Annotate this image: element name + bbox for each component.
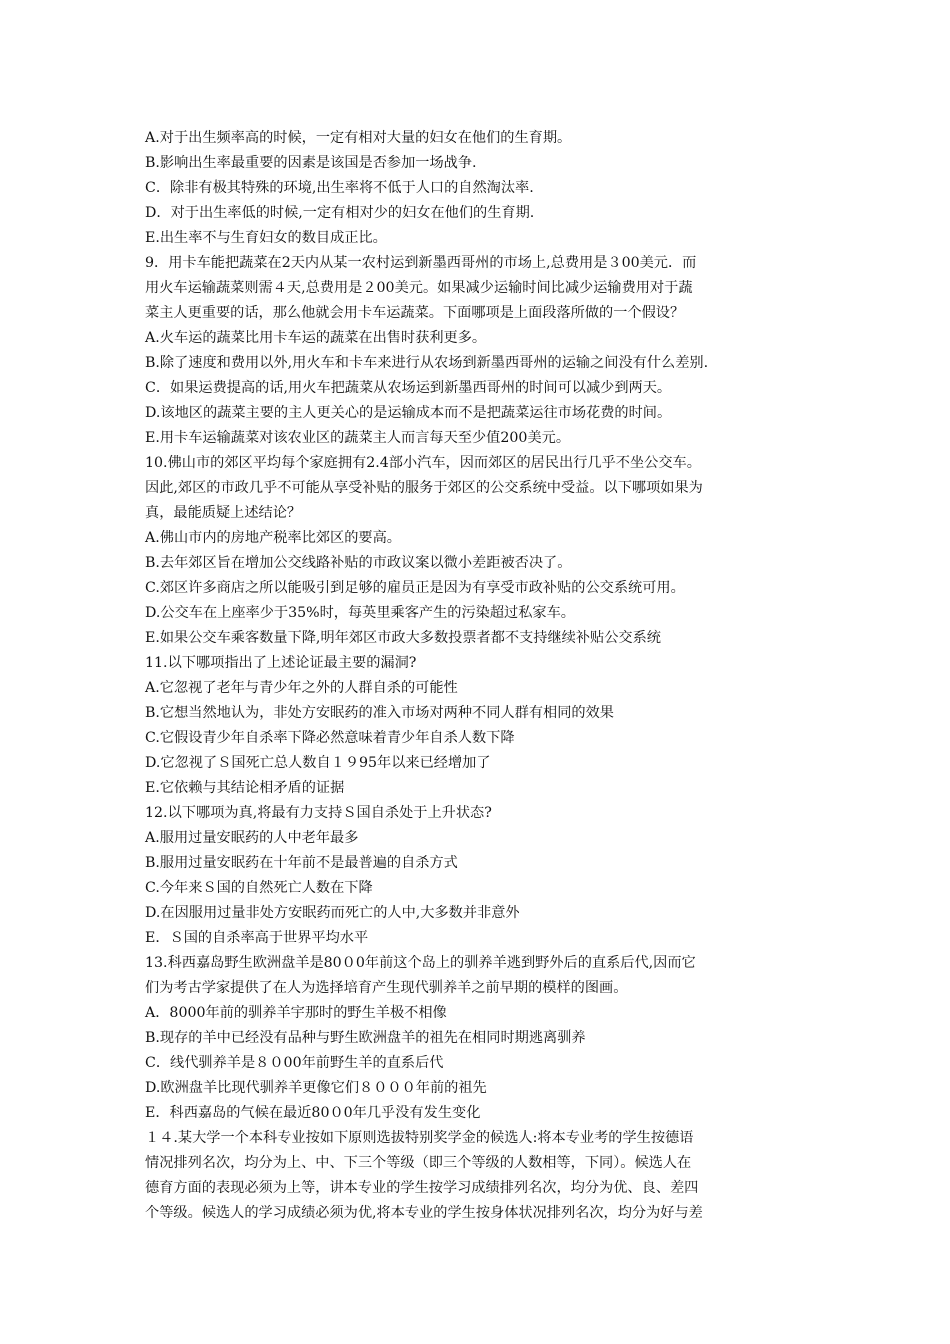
text-line: A．8000年前的驯养羊宇那时的野生羊极不相像 [145, 1005, 447, 1021]
text-line: E.用卡车运输蔬菜对该农业区的蔬菜主人而言每天至少值200美元。 [145, 430, 571, 446]
text-line: D.欧洲盘羊比现代驯养羊更像它们８０００年前的祖先 [145, 1080, 487, 1096]
text-line: E.出生率不与生育妇女的数目成正比。 [145, 230, 387, 246]
text-line: D.该地区的蔬菜主要的主人更关心的是运输成本而不是把蔬菜运往市场花费的时间。 [145, 405, 672, 421]
text-line: 真，最能质疑上述结论？ [145, 505, 302, 521]
text-line: 10.佛山市的郊区平均每个家庭拥有2.4部小汽车，因而郊区的居民出行几乎不坐公交车。 [145, 455, 701, 471]
text-line: C．除非有极其特殊的环境,出生率将不低于人口的自然淘汰率. [145, 180, 534, 196]
text-line: A.佛山市内的房地产税率比郊区的要高。 [145, 530, 401, 546]
text-line: C.今年来Ｓ国的自然死亡人数在下降 [145, 880, 373, 896]
text-line: D．对于出生率低的时候,一定有相对少的妇女在他们的生育期. [145, 205, 535, 221]
text-line: 们为考古学家提供了在人为选择培育产生现代驯养羊之前早期的模样的图画。 [145, 980, 628, 996]
text-line: 用火车运输蔬菜则需４天,总费用是２00美元。如果减少运输时间比减少运输费用对于蔬 [145, 280, 693, 296]
text-line: 德育方面的表现必须为上等，讲本专业的学生按学习成绩排列名次，均分为优、良、差四 [145, 1180, 699, 1196]
text-line: 12.以下哪项为真,将最有力支持Ｓ国自杀处于上升状态? [145, 805, 492, 821]
text-line: E．Ｓ国的自杀率高于世界平均水平 [145, 930, 369, 946]
text-line: 11.以下哪项指出了上述论证最主要的漏洞? [145, 655, 417, 671]
text-line: B.影响出生率最重要的因素是该国是否参加一场战争. [145, 155, 477, 171]
text-line: １４.某大学一个本科专业按如下原则选拔特别奖学金的候选人:将本专业考的学生按德语 [145, 1130, 694, 1146]
text-line: B.它想当然地认为，非处方安眠药的准入市场对两种不同人群有相同的效果 [145, 705, 614, 721]
text-line: 因此,郊区的市政几乎不可能从享受补贴的服务于郊区的公交系统中受益。以下哪项如果为 [145, 480, 703, 496]
text-line: E．科西嘉岛的气候在最近80０0年几乎没有发生变化 [145, 1105, 481, 1121]
text-line: C．线代驯养羊是８０00年前野生羊的直系后代 [145, 1055, 444, 1071]
text-line: C.郊区许多商店之所以能吸引到足够的雇员正是因为有享受市政补贴的公交系统可用。 [145, 580, 685, 596]
text-line: A.它忽视了老年与青少年之外的人群自杀的可能性 [145, 680, 458, 696]
text-line: A.火车运的蔬菜比用卡车运的蔬菜在出售时获利更多。 [145, 330, 487, 346]
document-page [145, 126, 810, 1226]
text-line: E.如果公交车乘客数量下降,明年郊区市政大多数投票者都不支持继续补贴公交系统 [145, 630, 661, 646]
text-line: C．如果运费提高的话,用火车把蔬菜从农场运到新墨西哥州的时间可以减少到两天。 [145, 380, 672, 396]
text-line: A.对于出生频率高的时候，一定有相对大量的妇女在他们的生育期。 [145, 130, 572, 146]
text-line: B.去年郊区旨在增加公交线路补贴的市政议案以微小差距被否决了。 [145, 555, 572, 571]
text-line: D.公交车在上座率少于35%时，每英里乘客产生的污染超过私家车。 [145, 605, 575, 621]
text-line: 个等级。候选人的学习成绩必须为优,将本专业的学生按身体状况排列名次，均分为好与差 [145, 1205, 703, 1221]
text-line: 菜主人更重要的话，那么他就会用卡车运蔬菜。下面哪项是上面段落所做的一个假设？ [145, 305, 685, 321]
text-line: B.服用过量安眠药在十年前不是最普遍的自杀方式 [145, 855, 458, 871]
text-line: D.在因服用过量非处方安眠药而死亡的人中,大多数并非意外 [145, 905, 520, 921]
text-line: B.除了速度和费用以外,用火车和卡车来进行从农场到新墨西哥州的运输之间没有什么差别. [145, 355, 709, 371]
text-line: A.服用过量安眠药的人中老年最多 [145, 830, 359, 846]
text-line: 9．用卡车能把蔬菜在2天内从某一农村运到新墨西哥州的市场上,总费用是３00美元．而 [145, 255, 697, 271]
text-line: 情况排列名次，均分为上、中、下三个等级（即三个等级的人数相等，下同）。候选人在 [145, 1155, 692, 1171]
text-line: B.现存的羊中已经没有品种与野生欧洲盘羊的祖先在相同时期逃离驯养 [145, 1030, 586, 1046]
text-line: D.它忽视了Ｓ国死亡总人数自１９95年以来已经增加了 [145, 755, 491, 771]
text-line: C.它假设青少年自杀率下降必然意味着青少年自杀人数下降 [145, 730, 515, 746]
text-line: 13.科西嘉岛野生欧洲盘羊是80０0年前这个岛上的驯养羊逃到野外后的直系后代,因而它 [145, 955, 696, 971]
text-line: E.它依赖与其结论相矛盾的证据 [145, 780, 345, 796]
